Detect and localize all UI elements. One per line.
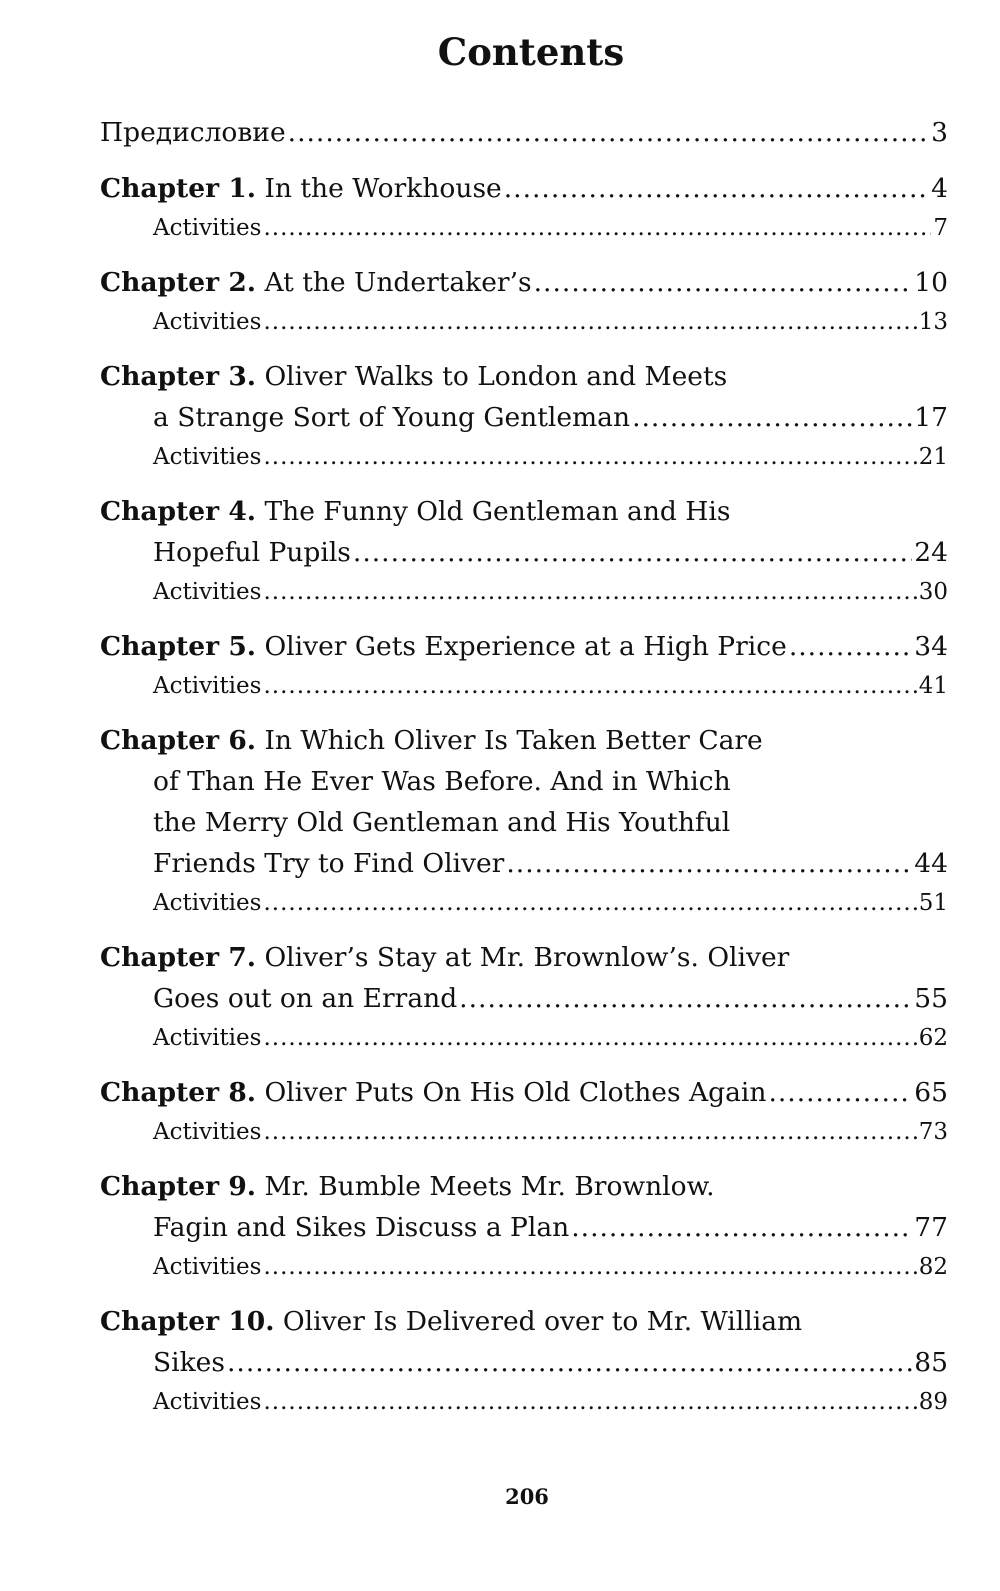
- chapter-label: Chapter 5.: [100, 631, 257, 662]
- page-number: 85: [914, 1347, 948, 1378]
- chapter-label: Chapter 2.: [100, 267, 257, 298]
- dot-leader: [768, 1072, 912, 1113]
- chapter-label: Chapter 4.: [100, 496, 257, 527]
- toc-entry-chapter-3[interactable]: [100, 356, 948, 438]
- activities-label: Activities: [153, 1119, 262, 1145]
- preface-label: Предисловие: [100, 117, 286, 148]
- dot-leader: [789, 626, 912, 667]
- dot-leader: [263, 884, 916, 922]
- page-number: 4: [931, 173, 948, 204]
- activities-entry[interactable]: [100, 209, 948, 247]
- chapter-label: Chapter 6.: [100, 725, 257, 756]
- dot-leader: [353, 532, 912, 573]
- page-number: 3: [931, 117, 948, 148]
- chapter-title: Oliver’s Stay at Mr. Brownlow’s. Oliver: [264, 942, 790, 973]
- chapter-title-continued: of Than He Ever Was Before. And in Which: [153, 766, 731, 797]
- chapter-title-continued: the Merry Old Gentleman and His Youthful: [153, 807, 731, 838]
- page-number: 77: [914, 1212, 948, 1243]
- toc-entry-chapter-4[interactable]: [100, 491, 948, 573]
- toc-entry-chapter-1[interactable]: [100, 168, 948, 209]
- activities-label: Activities: [153, 579, 262, 605]
- activities-entry[interactable]: [100, 1019, 948, 1057]
- page-number: 21: [918, 444, 948, 470]
- activities-entry[interactable]: [100, 303, 948, 341]
- chapter-title: The Funny Old Gentleman and His: [264, 496, 731, 527]
- page-number: 62: [918, 1025, 948, 1051]
- activities-label: Activities: [153, 1025, 262, 1051]
- page-number: 89: [918, 1389, 948, 1415]
- toc-entry-preface[interactable]: [100, 112, 948, 153]
- dot-leader: [263, 1383, 916, 1421]
- page-number: 55: [914, 983, 948, 1014]
- page-number: 65: [914, 1077, 948, 1108]
- chapter-title-continued: Friends Try to Find Oliver: [153, 848, 505, 879]
- chapter-title: Oliver Walks to London and Meets: [264, 361, 728, 392]
- dot-leader: [263, 1113, 916, 1151]
- dot-leader: [263, 303, 916, 341]
- activities-label: Activities: [153, 1254, 262, 1280]
- page-number: 41: [918, 673, 948, 699]
- activities-entry[interactable]: [100, 1248, 948, 1286]
- activities-label: Activities: [153, 215, 262, 241]
- dot-leader: [288, 112, 929, 153]
- dot-leader: [263, 1019, 916, 1057]
- chapter-title-continued: a Strange Sort of Young Gentleman: [153, 402, 631, 433]
- toc-entry-chapter-5[interactable]: [100, 626, 948, 667]
- page-number: 73: [918, 1119, 948, 1145]
- dot-leader: [632, 397, 912, 438]
- chapter-title: In Which Oliver Is Taken Better Care: [264, 725, 763, 756]
- dot-leader: [227, 1342, 912, 1383]
- chapter-title: In the Workhouse: [264, 173, 502, 204]
- dot-leader: [263, 1248, 916, 1286]
- page-number: 51: [918, 890, 948, 916]
- chapter-title-continued: Hopeful Pupils: [153, 537, 351, 568]
- dot-leader: [263, 667, 916, 705]
- chapter-title: Oliver Is Delivered over to Mr. William: [282, 1306, 803, 1337]
- dot-leader: [263, 438, 916, 476]
- chapter-label: Chapter 10.: [100, 1306, 275, 1337]
- toc-entry-chapter-9[interactable]: [100, 1166, 948, 1248]
- page-number: 34: [914, 631, 948, 662]
- activities-label: Activities: [153, 444, 262, 470]
- page-number: 30: [918, 579, 948, 605]
- chapter-title-continued: Sikes: [153, 1347, 225, 1378]
- chapter-title-continued: Goes out on an Errand: [153, 983, 458, 1014]
- chapter-title: Mr. Bumble Meets Mr. Brownlow.: [264, 1171, 715, 1202]
- page-number: 44: [914, 848, 948, 879]
- page-title: Contents: [437, 30, 625, 74]
- page-number: 82: [918, 1254, 948, 1280]
- page-number: 17: [914, 402, 948, 433]
- activities-entry[interactable]: [100, 438, 948, 476]
- page-number: 13: [918, 309, 948, 335]
- activities-entry[interactable]: [100, 667, 948, 705]
- dot-leader: [571, 1207, 912, 1248]
- dot-leader: [263, 573, 916, 611]
- chapter-title-continued: Fagin and Sikes Discuss a Plan: [153, 1212, 570, 1243]
- chapter-label: Chapter 3.: [100, 361, 257, 392]
- chapter-label: Chapter 9.: [100, 1171, 257, 1202]
- toc-entry-chapter-7[interactable]: [100, 937, 948, 1019]
- toc-entry-chapter-2[interactable]: [100, 262, 948, 303]
- dot-leader: [459, 978, 912, 1019]
- dot-leader: [534, 262, 913, 303]
- toc-entry-chapter-6[interactable]: [100, 720, 948, 884]
- activities-entry[interactable]: [100, 884, 948, 922]
- table-of-contents: [100, 112, 948, 1421]
- dot-leader: [504, 168, 929, 209]
- activities-label: Activities: [153, 673, 262, 699]
- activities-entry[interactable]: [100, 1383, 948, 1421]
- toc-entry-chapter-10[interactable]: [100, 1301, 948, 1383]
- page-number: 7: [933, 215, 948, 241]
- toc-entry-chapter-8[interactable]: [100, 1072, 948, 1113]
- chapter-label: Chapter 1.: [100, 173, 257, 204]
- chapter-label: Chapter 8.: [100, 1077, 257, 1108]
- chapter-label: Chapter 7.: [100, 942, 257, 973]
- activities-label: Activities: [153, 309, 262, 335]
- page-number: 24: [914, 537, 948, 568]
- activities-label: Activities: [153, 1389, 262, 1415]
- activities-entry[interactable]: [100, 573, 948, 611]
- dot-leader: [263, 209, 931, 247]
- chapter-title: Oliver Puts On His Old Clothes Again: [264, 1077, 767, 1108]
- page-folio: 206: [505, 1484, 549, 1509]
- activities-entry[interactable]: [100, 1113, 948, 1151]
- activities-label: Activities: [153, 890, 262, 916]
- page-number: 10: [914, 267, 948, 298]
- dot-leader: [506, 843, 912, 884]
- chapter-title: At the Undertaker’s: [264, 267, 532, 298]
- chapter-title: Oliver Gets Experience at a High Price: [264, 631, 787, 662]
